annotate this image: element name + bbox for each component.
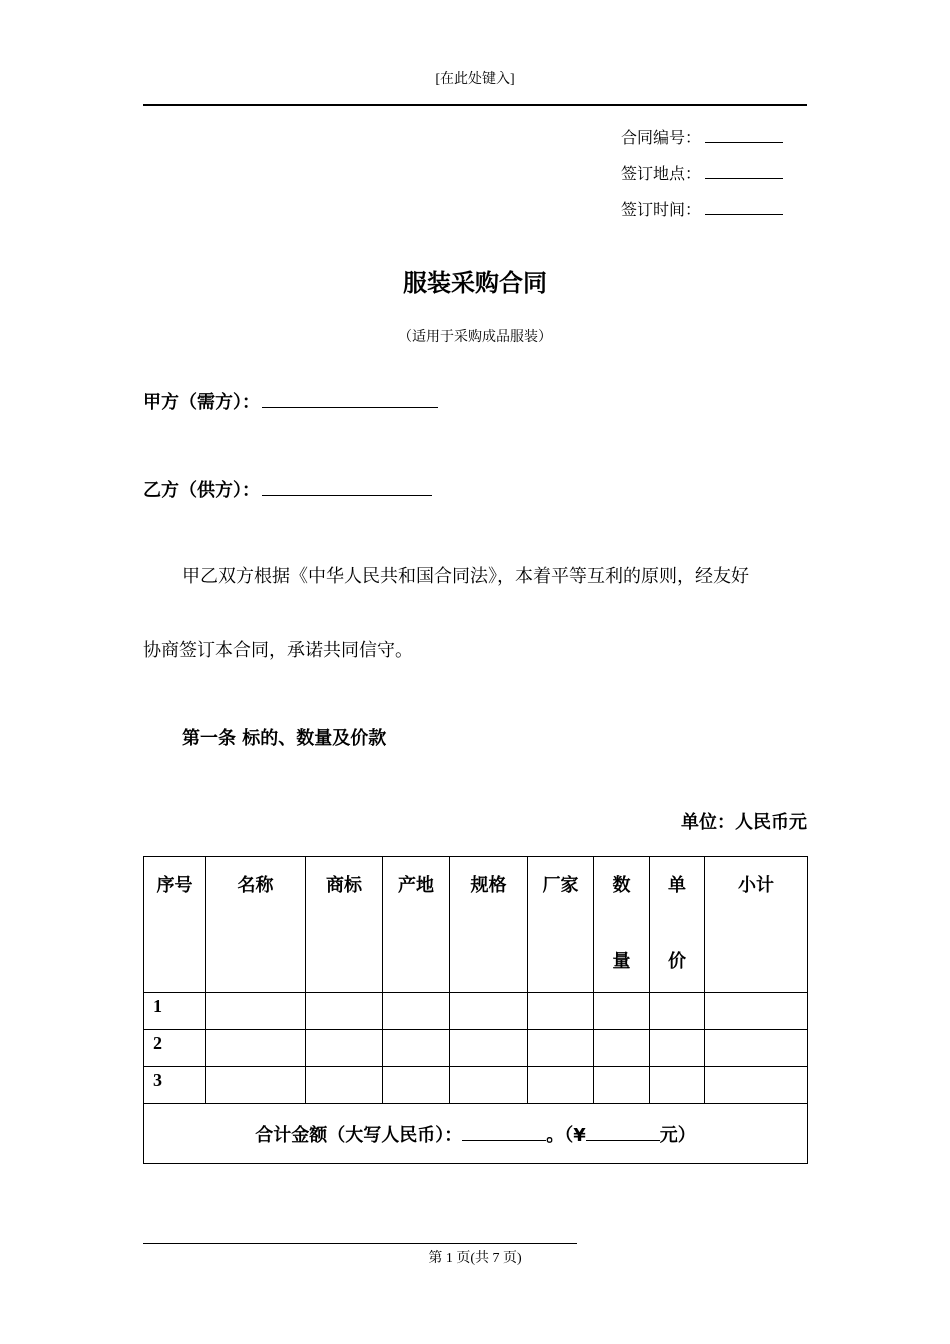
header-maker: 厂家: [528, 857, 594, 993]
cell-maker[interactable]: [528, 1067, 594, 1104]
signing-time-label: 签订时间：: [621, 200, 702, 219]
header-origin: 产地: [383, 857, 450, 993]
header-brand: 商标: [306, 857, 383, 993]
cell-brand[interactable]: [306, 1067, 383, 1104]
cell-name[interactable]: [206, 1030, 306, 1067]
cell-origin[interactable]: [383, 1067, 450, 1104]
signing-place-row: [621, 162, 783, 184]
signing-time-row: [621, 198, 783, 220]
document-title: 服装采购合同: [403, 269, 547, 297]
table-row: [144, 993, 808, 1030]
table-header-row: [144, 857, 808, 993]
total-amount-yuan-suffix: 元）: [659, 1124, 696, 1146]
cell-maker[interactable]: [528, 1030, 594, 1067]
header-spec: 规格: [450, 857, 528, 993]
cell-origin[interactable]: [383, 1030, 450, 1067]
cell-unit-price[interactable]: [650, 1067, 705, 1104]
cell-quantity[interactable]: [594, 993, 650, 1030]
total-amount-words-blank[interactable]: [462, 1122, 546, 1141]
party-a-label: 甲方（需方）：: [143, 392, 260, 413]
page-number: 第 1 页(共 7 页): [428, 1251, 522, 1266]
table-row: [144, 1030, 808, 1067]
party-b-blank[interactable]: [262, 477, 432, 496]
currency-unit: 单位：人民币元: [681, 812, 807, 833]
cell-subtotal[interactable]: [705, 1030, 808, 1067]
row-index: 1: [144, 993, 206, 1030]
signing-time-blank[interactable]: [705, 198, 783, 215]
cell-name[interactable]: [206, 1067, 306, 1104]
goods-table: [143, 856, 808, 1164]
row-index: 3: [144, 1067, 206, 1104]
cell-subtotal[interactable]: [705, 1067, 808, 1104]
header-quantity-char-1: 数: [612, 875, 631, 896]
cell-brand[interactable]: [306, 1030, 383, 1067]
header-quantity: [594, 857, 650, 993]
contract-number-blank[interactable]: [705, 126, 783, 143]
header-no: 序号: [144, 857, 206, 993]
total-amount-cell: [144, 1104, 808, 1164]
cell-unit-price[interactable]: [650, 993, 705, 1030]
total-amount-label: 合计金额（大写人民币）：: [255, 1124, 463, 1146]
cell-origin[interactable]: [383, 993, 450, 1030]
total-amount-figure-blank[interactable]: [586, 1122, 660, 1141]
cell-spec[interactable]: [450, 1067, 528, 1104]
party-b-label: 乙方（供方）：: [143, 480, 260, 501]
header-unit-price: [650, 857, 705, 993]
cell-spec[interactable]: [450, 993, 528, 1030]
table-row: [144, 1067, 808, 1104]
party-a-blank[interactable]: [262, 389, 438, 408]
document-subtitle: （适用于采购成品服装）: [398, 329, 552, 345]
cell-spec[interactable]: [450, 1030, 528, 1067]
intro-line-1: 甲乙双方根据《中华人民共和国合同法》，本着平等互利的原则，经友好: [182, 566, 749, 587]
article-1-heading: 第一条 标的、数量及价款: [182, 728, 387, 749]
intro-line-2: 协商签订本合同，承诺共同信守。: [143, 640, 413, 661]
signing-place-blank[interactable]: [705, 162, 783, 179]
row-index: 2: [144, 1030, 206, 1067]
header-unit-price-char-2: 价: [668, 951, 686, 972]
cell-quantity[interactable]: [594, 1030, 650, 1067]
signing-place-label: 签订地点：: [621, 164, 702, 183]
contract-number-label: 合同编号：: [621, 128, 702, 147]
cell-maker[interactable]: [528, 993, 594, 1030]
cell-unit-price[interactable]: [650, 1030, 705, 1067]
cell-quantity[interactable]: [594, 1067, 650, 1104]
party-a-row: [143, 388, 438, 414]
page-header: [在此处键入]: [435, 72, 515, 87]
header-divider: [143, 104, 807, 106]
cell-subtotal[interactable]: [705, 993, 808, 1030]
table-total-row: [144, 1104, 808, 1164]
footer-divider: [143, 1243, 577, 1244]
header-subtotal: 小计: [705, 857, 808, 993]
total-amount-yuan-prefix: 。（¥: [546, 1124, 586, 1146]
header-unit-price-char-1: 单: [668, 875, 686, 896]
cell-brand[interactable]: [306, 993, 383, 1030]
cell-name[interactable]: [206, 993, 306, 1030]
header-name: 名称: [206, 857, 306, 993]
header-quantity-char-2: 量: [612, 951, 631, 972]
party-b-row: [143, 476, 432, 502]
contract-number-row: [621, 126, 783, 148]
